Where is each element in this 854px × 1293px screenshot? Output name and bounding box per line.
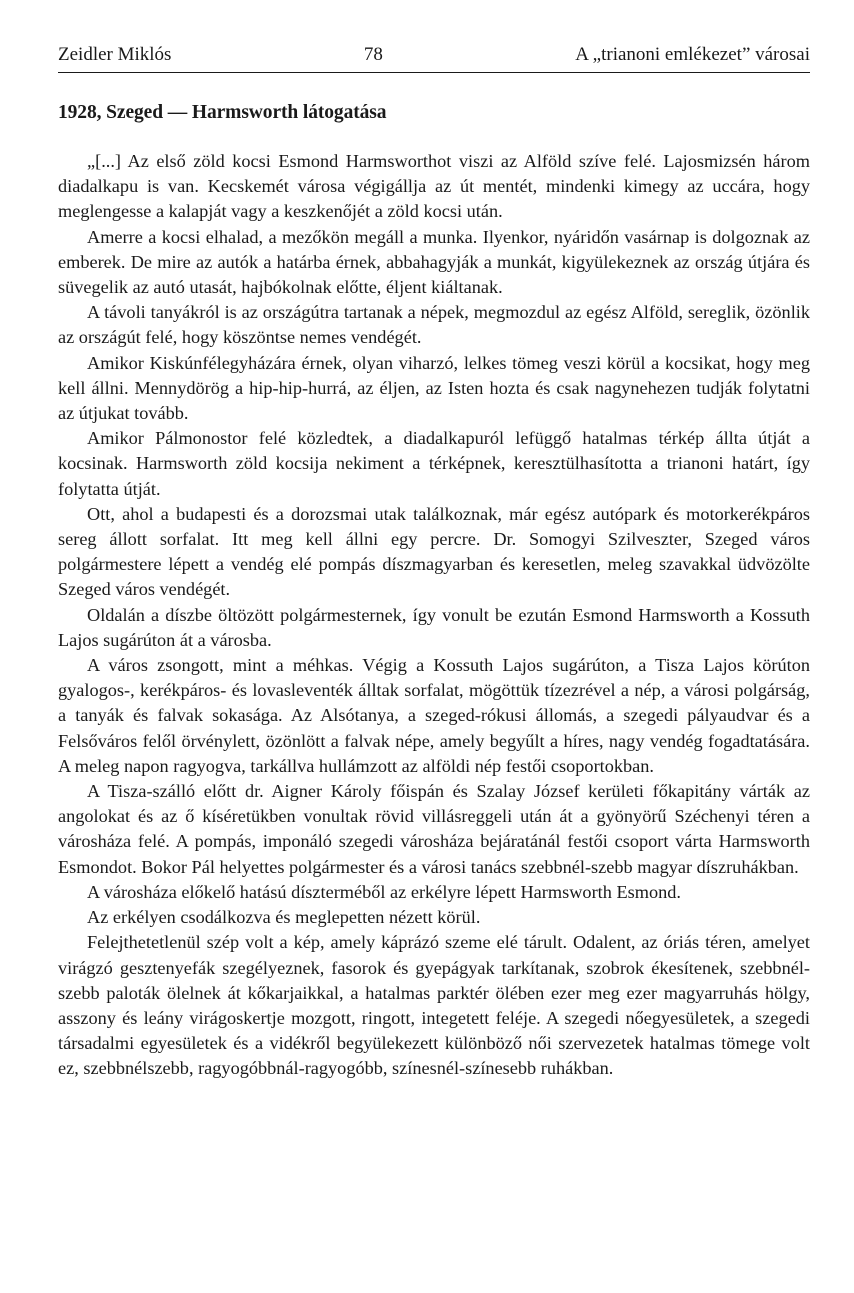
paragraph: Amerre a kocsi elhalad, a mezőkön megáll a munka. Ilyenkor, nyáridőn vasárnap is dolgoznak az emberek. De mire az autók a határba érnek, abbahagyják a munkát, kigyülekeznek az ország útjára és süvegelik az autó utasát, hajbókolnak előtte, éljent kiáltanak.	[58, 226, 810, 298]
paragraph: A város zsongott, mint a méhkas. Végig a Kossuth Lajos sugárúton, a Tisza Lajos körúton gyalogos-, kerékpáros- és lovasleventék álltak sorfalat, mögöttük tízezrével a nép, a városi polgárság, a tanyák és falvak sokasága. Az Alsótanya, a szeged-rókusi állomás, a szegedi pályaudvar és a Felsőváros felől örvénylett, özönlött a falvak népe, amely begyűlt a híres, nagy vendég fogadtatására. A meleg napon ragyogva, tarkállva hullámzott az alföldi nép festői csoportokban.	[58, 655, 810, 776]
header-book-title: A „trianoni emlékezet” városai	[575, 44, 810, 65]
paragraph: Oldalán a díszbe öltözött polgármesternek, így vonult be ezután Esmond Harmsworth a Kossuth Lajos sugárúton át a városba.	[58, 604, 810, 650]
paragraph: A városháza előkelő hatású díszterméből az erkélyre lépett Harmsworth Esmond.	[87, 881, 681, 902]
header-author: Zeidler Miklós	[58, 44, 172, 65]
paragraph: Felejthetetlenül szép volt a kép, amely káprázó szeme elé tárult. Odalent, az óriás téren, amelyet virágzó gesztenyefák szegélyeznek, fasorok és gyepágyak tarkítanak, szobrok ékesítenek, szebbnél-szebb paloták ölelnek át kőkarjaikkal, a hatalmas parktér ölében ezer meg ezer magyarruhás hölgy, asszony és leány virágoskertje mozgott, ringott, integetett feléje. A szegedi nőegyesületek, a szegedi társadalmi egyesületek és a vidékről begyülekezett különböző női szervezetek hatalmas tömege volt ez, szebbnélszebb, ragyogóbbnál-ragyogóbb, színesnél-színesebb ruhákban.	[58, 932, 810, 1079]
paragraph: A Tisza-szálló előtt dr. Aigner Károly főispán és Szalay József kerületi főkapitány várták az angolokat és az ő kíséretükben vonultak rövid villásreggeli után át a gyönyörű Széchenyi téren a városháza felé. A pompás, imponáló szegedi városháza bejáratánál festői csoport várta Harmsworth Esmondot. Bokor Pál helyettes polgármester és a városi tanács szebbnél-szebb magyar díszruhákban.	[58, 781, 810, 877]
document-page	[58, 44, 810, 1082]
running-header	[58, 44, 810, 73]
body-text	[58, 149, 810, 1082]
section-title: 1928, Szeged — Harmsworth látogatása	[58, 102, 387, 123]
paragraph: „[...] Az első zöld kocsi Esmond Harmsworthot viszi az Alföld szíve felé. Lajosmizsén három diadalkapu is van. Kecskemét városa végigállja az út mentét, mindenki kimegy az uccára, hogy meglengesse a kalapját vagy a keszkenőjét a zöld kocsi után.	[58, 151, 810, 222]
paragraph: Az erkélyen csodálkozva és meglepetten nézett körül.	[87, 907, 481, 928]
paragraph: Ott, ahol a budapesti és a dorozsmai utak találkoznak, már egész autópark és motorkerékpáros sereg állott sorfalat. Itt meg kell állni egy percre. Dr. Somogyi Szilveszter, Szeged város polgármestere lépett a vendég elé pompás díszmagyarban és keresetlen, meleg szavakkal üdvözölte Szeged város vendégét.	[58, 503, 810, 600]
paragraph: Amikor Kiskúnfélegyházára érnek, olyan viharzó, lelkes tömeg veszi körül a kocsikat, hogy meg kell állni. Mennydörög a hip-hip-hurrá, az éljen, az Isten hozta és csak nagynehezen tudják folytatni az útjukat tovább.	[58, 352, 810, 424]
header-page-number: 78	[363, 44, 383, 65]
paragraph: Amikor Pálmonostor felé közledtek, a diadalkapuról lefüggő hatalmas térkép állta útját a kocsinak. Harmsworth zöld kocsija nekiment a térképnek, keresztülhasította a trianoni határt, így folytatta útját.	[58, 428, 810, 499]
paragraph: A távoli tanyákról is az országútra tartanak a népek, megmozdul az egész Alföld, sereglik, özönlik az országút felé, hogy köszöntse nemes vendégét.	[58, 302, 810, 348]
